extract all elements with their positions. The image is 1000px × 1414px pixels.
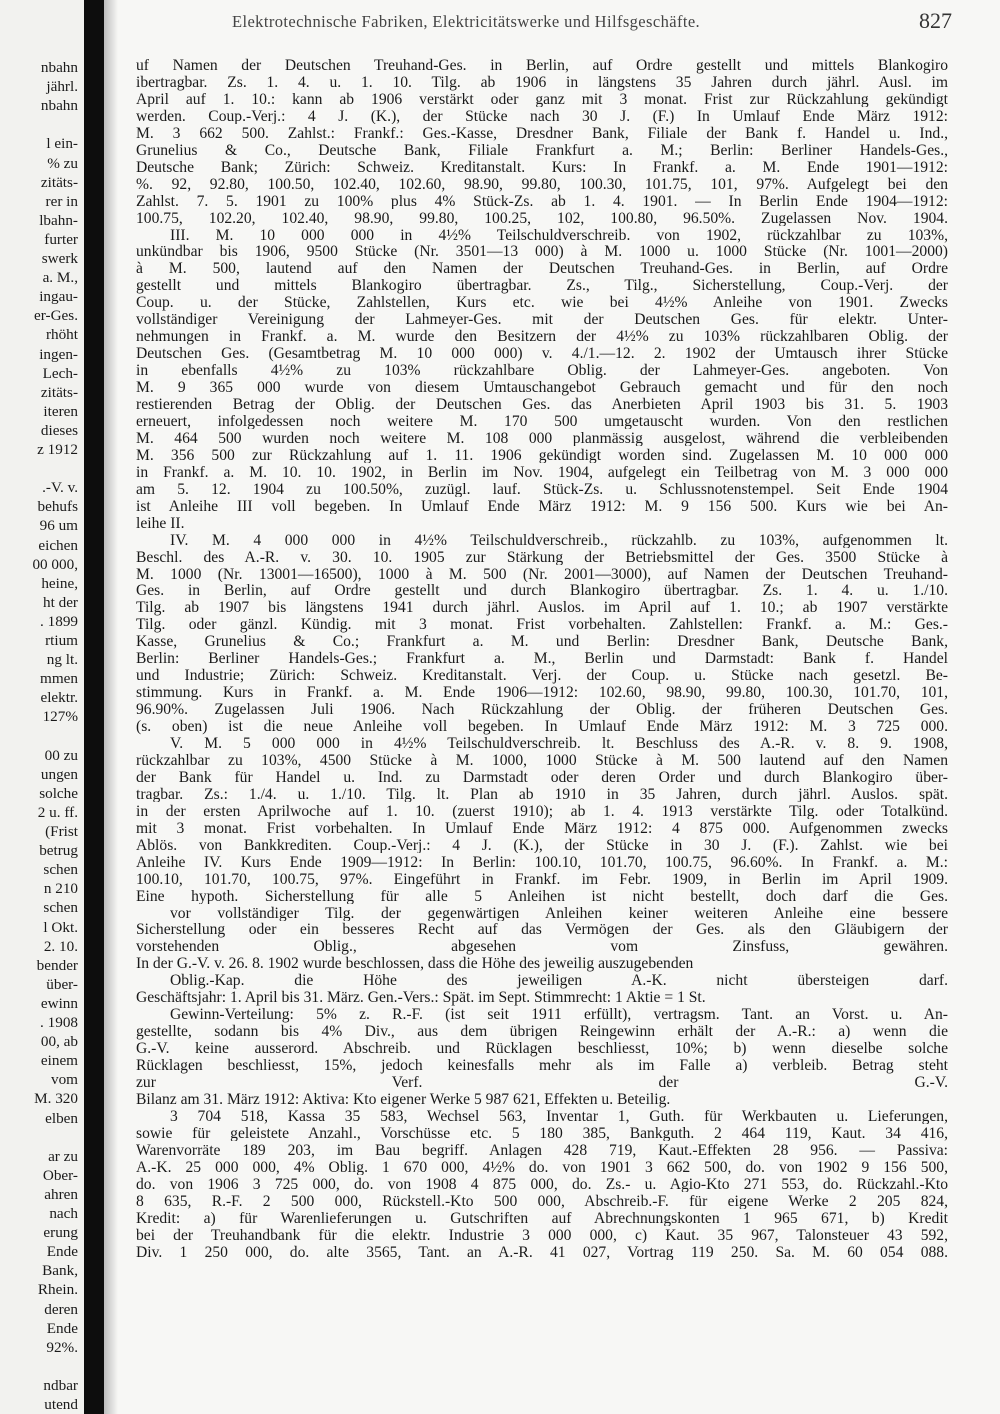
- previous-page-fragment: swerk: [41, 250, 78, 267]
- previous-page-fragment: schen: [43, 899, 78, 917]
- text-line: V. M. 5 000 000 in 4½% Teilschuldverschreib. lt. Beschluss des A.-R. v. 8. 9. 1908,: [170, 736, 948, 752]
- text-line: Oblig.-Kap. die Höhe des jeweiligen A.-K. nicht übersteigen darf.: [170, 973, 948, 989]
- text-line: unkündbar bis 1906, 9500 Stücke (Nr. 3501—13 000) à M. 1000 u. 1000 Stücke (Nr. 1001—2000): [136, 244, 948, 260]
- binding-shadow: [104, 0, 118, 1414]
- text-line: in der ersten Aprilwoche auf 1. 10. (zuerst 1910); ab 1. 4. 1913 verstärkte Tilg. oder Totalkünd.: [136, 803, 948, 820]
- text-line: Gewinn-Verteilung: 5% z. R.-F. (ist seit 1911 erfüllt), vertragsm. Tant. an Vorst. u. An-: [170, 1007, 948, 1023]
- previous-page-fragment: nbahn: [40, 97, 78, 115]
- previous-page-fragment: zitäts-: [40, 383, 78, 401]
- previous-page-fragment: jährl.: [46, 78, 78, 96]
- text-line: uf Namen der Deutschen Treuhand-Ges. in Berlin, auf Ordre gestellt und mittels Blankogiro: [136, 58, 948, 74]
- text-line: 100.75, 102.20, 102.40, 98.90, 99.80, 100.25, 102, 100.80, 96.50%. Zugelassen Nov. 1904.: [136, 210, 948, 227]
- previous-page-fragment: lbahn-: [39, 211, 78, 229]
- previous-page-fragment: Lech-: [42, 364, 78, 382]
- text-line: Kredit: a) für Warenlieferungen u. Gutschriften auf Abrechnungskonten 1 965 671, b) Kredit: [136, 1210, 948, 1227]
- previous-page-fragment: % zu: [47, 154, 78, 172]
- previous-page-fragment: dieses: [40, 421, 78, 439]
- text-line: M. 356 500 zur Rückzahlung auf 1. 11. 1906 gekündigt worden sind. Zugelassen M. 10 000 000: [136, 447, 948, 464]
- previous-page-fragment: deren: [44, 1300, 78, 1318]
- previous-page-fragment: nach: [49, 1205, 78, 1222]
- text-line: ist Anleihe III voll begeben. In Umlauf Ende März 1912: M. 9 156 500. Kurs wie bei An-: [136, 498, 948, 515]
- previous-page-fragment: . 1908: [40, 1014, 78, 1031]
- previous-page-fragment: vom: [50, 1071, 78, 1089]
- previous-page-fragment: ar zu: [48, 1147, 78, 1165]
- previous-page-fragment: z 1912: [37, 441, 78, 458]
- previous-page-fragment: 2. 10.: [43, 937, 78, 955]
- text-line: IV. M. 4 000 000 in 4½% Teilschuldverschreib., rückzahlb. zu 103%, aufgenommen lt.: [170, 532, 948, 549]
- text-line: und Industrie; Zürich: Schweiz. Kreditanstalt. Verj. der Coup. u. Stücke nach gesetzl. Be-: [136, 668, 948, 684]
- previous-page-fragment: zitäts-: [40, 173, 78, 191]
- text-line: Ges. in Berlin, auf Ordre gestellt und durch Blankogiro übertragbar. Zs. 1. 4. u. 1./10.: [136, 583, 948, 599]
- text-line: 100.10, 101.70, 100.75, 97%. Eingeführt in Frankf. im Febr. 1909, in Berlin im April 1909.: [136, 871, 948, 888]
- previous-page-fragment: iteren: [43, 402, 78, 420]
- previous-page-fragment: erung: [43, 1224, 78, 1242]
- text-line: restierenden Betrag der Oblig. der Deutschen Ges. das Anerbieten April 1903 bis 31. 5. 1903: [136, 397, 948, 413]
- previous-page-fragment: Bank,: [42, 1262, 78, 1280]
- text-line: gestellte, sodann bis 4% Div., aus dem übrigen Reingewinn erhält der A.-R.: a) wenn die: [136, 1024, 948, 1040]
- previous-page-fragment: ingau-: [39, 288, 78, 306]
- text-line: M. 9 365 000 wurde von diesem Umtauschangebot Gebrauch gemacht und für den noch: [136, 380, 948, 396]
- previous-page-fragment: . 1899: [40, 612, 78, 630]
- previous-page-fragment: betrug: [39, 842, 78, 860]
- previous-page-fragment: ungen: [40, 765, 78, 783]
- previous-page-fragment: n 210: [43, 880, 78, 898]
- text-line: M. 1000 (Nr. 13001—16500), 1000 à M. 500 (Nr. 2001—3000), auf Namen der Deutschen Treuhand-: [136, 566, 948, 583]
- text-line: zur Verf. der G.-V.: [136, 1075, 948, 1091]
- text-line: 96.90%. Zugelassen Juli 1906. Nach Rückzahlung der Oblig. der früheren Deutschen Ges.: [136, 702, 948, 718]
- previous-page-fragment: ingen-: [39, 345, 78, 363]
- previous-page-fragment: Ende: [46, 1319, 78, 1337]
- text-line: Tilg. ab 1907 bis längstens 1941 durch jährl. Auslos. im April auf 1. 10.; ab 1907 verstärkte: [136, 600, 948, 616]
- previous-page-fragment: heine,: [41, 574, 78, 592]
- text-line: 3 704 518, Kassa 35 583, Wechsel 563, Inventar 1, Guth. für Werkbauten u. Lieferungen,: [170, 1108, 948, 1125]
- previous-page-fragment: l ein-: [46, 135, 78, 153]
- previous-page-fragment: 92%.: [46, 1338, 78, 1356]
- text-line: vollständiger Vereinigung der Lahmeyer-Ges. mit der Deutschen Ges. für elektr. Unter-: [136, 312, 948, 328]
- text-line: Eine hypoth. Sicherstellung für alle 5 Anleihen ist nicht bestellt, doch darf die Ges.: [136, 888, 948, 905]
- text-line: vorstehenden Oblig., abgesehen vom Zinsfuss, gewähren.: [136, 939, 948, 955]
- text-line: Deutschen Ges. (Gesamtbetrag M. 10 000 000) v. 4./1.—12. 2. 1902 der Umtausch ihrer Stücke: [136, 346, 948, 362]
- previous-page-fragment: ewinn: [40, 994, 78, 1012]
- text-line: Kasse, Grunelius & Co.; Frankfurt a. M. und Berlin: Dresdner Bank, Deutsche Bank,: [136, 634, 948, 650]
- text-line: bei der Treuhandbank für die elektr. Industrie 3 000 000, c) Kaut. 35 967, Talonsteuer 43 592,: [136, 1227, 948, 1244]
- previous-page-fragment: ng lt.: [46, 651, 78, 669]
- text-line: M. 3 662 500. Zahlst.: Frankf.: Ges.-Kasse, Dresdner Bank, Filiale der Bank f. Handel u. Ind.,: [136, 125, 948, 142]
- text-line: leihe II.: [136, 515, 185, 532]
- previous-page-fragment: bender: [36, 956, 78, 974]
- previous-page-fragment: 2 u. ff.: [37, 803, 78, 821]
- text-line: nehmungen in Frankf. a. M. wurde den Besitzern der 4½% zu 103% rückzahlbaren Oblig. der: [136, 329, 948, 345]
- text-line: Beschl. des A.-R. v. 30. 10. 1905 zur Stärkung der Betriebsmittel der Ges. 3500 Stücke à: [136, 549, 948, 566]
- previous-page-fragment: utend: [44, 1396, 78, 1413]
- previous-page-fragment: Ober-: [42, 1166, 78, 1184]
- previous-page-fragment: 00 000,: [32, 555, 78, 573]
- text-line: do. von 1906 3 725 000, do. von 1908 4 875 000, do. Zs.- u. Agio-Kto 271 553, do. Rückzahl.-Kto: [136, 1176, 948, 1193]
- text-line: In der G.-V. v. 26. 8. 1902 wurde beschlossen, dass die Höhe des jeweilig auszugebenden: [136, 956, 694, 972]
- previous-page-fragment: ht der: [42, 593, 78, 611]
- book-binding: [84, 0, 104, 1414]
- text-line: Anleihe IV. Kurs Ende 1909—1912: In Berlin: 100.10, 101.70, 100.75, 96.60%. In Frankf. a. M.:: [136, 854, 948, 871]
- previous-page-fragment: furter: [44, 230, 78, 248]
- text-line: ibertragbar. Zs. 1. 4. u. 1. 10. Tilg. ab 1906 in längstens 35 Jahren durch jährl. Ausl. im: [136, 75, 948, 91]
- previous-page-fragment: M. 320: [34, 1090, 78, 1108]
- text-line: Deutsche Bank; Zürich: Schweiz. Kreditanstalt. Kurs: In Frankf. a. M. Ende 1901—1912:: [136, 159, 948, 176]
- text-line: stimmung. Kurs in Frankf. a. M. Ende 1906—1912: 102.60, 98.90, 99.80, 100.30, 101.70, 101,: [136, 685, 948, 701]
- previous-page-fragment: a. M.,: [42, 269, 78, 287]
- running-title: Elektrotechnische Fabriken, Elektricitätswerke und Hilfsgeschäfte.: [232, 12, 701, 31]
- text-line: Berlin: Berliner Handels-Ges.; Frankfurt a. M., Berlin und Darmstadt: Bank f. Handel: [136, 651, 948, 667]
- text-line: Warenvorräte 189 203, im Bau begriff. Anlagen 428 719, Kaut.-Effekten 28 956. — Passiva:: [136, 1142, 948, 1159]
- previous-page-fragment: 00 zu: [44, 746, 78, 764]
- previous-page-edge: [0, 0, 84, 1414]
- text-line: Rücklagen beschliesst, 15%, jedoch keinesfalls mehr als im Falle a) verbleib. Betrag steht: [136, 1058, 948, 1074]
- text-line: in Frankf. a. M. 10. 10. 1902, in Berlin im Nov. 1904, aufgelegt ein Teilbetrag von M. 3 000 000: [136, 464, 948, 481]
- previous-page-fragment: ahren: [44, 1185, 78, 1203]
- text-line: vor vollständiger Tilg. der gegenwärtigen Anleihen keiner weiteren Anleihe eine bessere: [170, 905, 948, 922]
- text-line: April auf 1. 10.: kann ab 1906 verstärkt oder ganz mit 3 monat. Frist zur Rückzahlung gekündigt: [136, 91, 948, 108]
- previous-page-fragment: mmen: [40, 670, 78, 688]
- previous-page-fragment: behufs: [37, 498, 78, 516]
- text-line: Bilanz am 31. März 1912: Aktiva: Kto eigener Werke 5 987 621, Effekten u. Beteilig.: [136, 1092, 671, 1108]
- previous-page-fragment: rhöht: [45, 326, 78, 344]
- text-line: gestellt und mittels Blankogiro übertragbar. Zs., Tilg., Sicherstellung, Coup.-Verj. der: [136, 278, 948, 294]
- previous-page-fragment: einem: [40, 1052, 78, 1070]
- previous-page-fragment: nbahn: [40, 59, 78, 76]
- text-line: Grunelius & Co., Deutsche Bank, Filiale Frankfurt a. M.; Berlin: Berliner Handels-Ges.,: [136, 142, 948, 159]
- previous-page-fragment: eichen: [38, 536, 78, 554]
- text-line: tragbar. Zs.: 1./4. u. 1./10. Tilg. lt. Plan ab 1910 in 35 Jahren, durch jährl. Auslos. spät.: [136, 786, 948, 803]
- text-line: M. 464 500 wurden noch weitere M. 108 000 planmässig ausgelost, während die verbleibenden: [136, 430, 948, 447]
- text-line: III. M. 10 000 000 in 4½% Teilschuldverschreib. von 1902, rückzahlbar zu 103%,: [170, 227, 948, 244]
- text-line: Ablös. von Bankkrediten. Coup.-Verj.: 4 J. (K.), der Stücke in 30 J. (F.). Zahlst. wie bei: [136, 837, 948, 854]
- text-line: A.-K. 25 000 000, 4% Oblig. 1 670 000, 4½% do. von 1901 3 662 500, do. von 1902 9 156 500,: [136, 1159, 948, 1176]
- text-line: G.-V. keine ausserord. Abschreib. und Rücklagen beschliesst, 10%; b) wenn dieselbe solche: [136, 1041, 948, 1057]
- text-line: 8 635, R.-F. 2 500 000, Rückstell.-Kto 500 000, Abschreib.-F. für eigene Werke 2 205 824,: [136, 1193, 948, 1210]
- previous-page-fragment: ndbar: [43, 1376, 78, 1394]
- previous-page-fragment: solche: [39, 784, 78, 802]
- previous-page-fragment: 00, ab: [40, 1033, 78, 1051]
- text-line: à M. 500, lautend auf den Namen der Deutschen Treuhand-Ges. in Berlin, auf Ordre: [136, 261, 948, 277]
- body-text: [128, 0, 950, 1414]
- previous-page-fragment: l Okt.: [43, 918, 78, 936]
- previous-page-fragment: über-: [46, 975, 78, 993]
- text-line: rückzahlbar zu 103%, 4500 Stücke à M. 1000, 1000 Stücke à M. 500 lautend auf den Namen: [136, 752, 948, 769]
- previous-page-fragment: .-V. v.: [42, 479, 78, 497]
- previous-page-fragment: (Frist: [45, 823, 78, 840]
- previous-page-fragment: 96 um: [39, 517, 78, 535]
- previous-page-fragment: elben: [45, 1109, 78, 1127]
- previous-page-fragment: 127%: [42, 708, 78, 726]
- previous-page-fragment: er-Ges.: [34, 307, 78, 325]
- previous-page-fragment: schen: [43, 861, 78, 879]
- text-line: sowie für geleistete Anzahl., Vorschüsse etc. 5 180 385, Bankguth. 2 464 119, Kaut. 34 416,: [136, 1125, 948, 1142]
- page-number: 827: [919, 8, 952, 33]
- text-line: Tilg. oder gänzl. Kündig. mit 3 monat. Frist vorbehalten. Zahlstellen: Frankf. a. M.: Ges.-: [136, 617, 948, 633]
- text-line: Sicherstellung oder ein besseres Recht auf das Vermögen der Ges. als den Gläubigern der: [136, 922, 948, 938]
- text-line: der Bank für Handel u. Ind. zu Darmstadt oder deren Order und durch Blankogiro über-: [136, 769, 948, 786]
- text-line: am 5. 12. 1904 zu 100.50%, zuzügl. lauf. Stück-Zs. u. Schlussnotenstempel. Seit Ende 1904: [136, 481, 948, 498]
- previous-page-fragment: rtium: [45, 632, 78, 649]
- text-line: Coup. u. der Stücke, Zahlstellen, Kurs etc. wie bei 4½% Anleihe von 1901. Zwecks: [136, 295, 948, 311]
- text-line: %. 92, 92.80, 100.50, 102.40, 102.60, 98.90, 99.80, 100.30, 101.75, 101, 97%. Aufgelegt bei den: [136, 176, 948, 193]
- text-line: erneuert, infolgedessen noch weitere M. 170 500 umgetauscht wurden. Von den restlichen: [136, 413, 948, 430]
- text-line: Div. 1 250 000, do. alte 3565, Tant. an A.-R. 41 027, Vortrag 119 250. Sa. M. 60 054 088.: [136, 1244, 948, 1261]
- text-line: Zahlst. 7. 5. 1901 zu 100% plus 4% Stück-Zs. ab 1. 4. 1901. — In Berlin Ende 1904—1912:: [136, 193, 948, 210]
- previous-page-fragment: Rhein.: [37, 1281, 78, 1299]
- text-line: mit 3 monat. Frist vorbehalten. In Umlauf Ende März 1912: 4 875 000. Aufgenommen zwecks: [136, 820, 948, 837]
- previous-page-fragment: elektr.: [40, 689, 78, 707]
- text-line: Geschäftsjahr: 1. April bis 31. März. Gen.-Vers.: Spät. im Sept. Stimmrecht: 1 Aktie = 1 St.: [136, 990, 706, 1006]
- text-line: in ebenfalls 4½% zu 103% rückzahlbare Oblig. der Lahmeyer-Ges. angeboten. Von: [136, 363, 948, 379]
- previous-page-fragment: Ende: [46, 1243, 78, 1261]
- previous-page-fragment: rer in: [45, 192, 78, 210]
- text-line: (s. oben) ist die neue Anleihe voll begeben. In Umlauf Ende März 1912: M. 3 725 000.: [136, 719, 948, 735]
- text-line: werden. Coup.-Verj.: 4 J. (K.), der Stücke nach 30 J. (F.) In Umlauf Ende März 1912:: [136, 108, 948, 125]
